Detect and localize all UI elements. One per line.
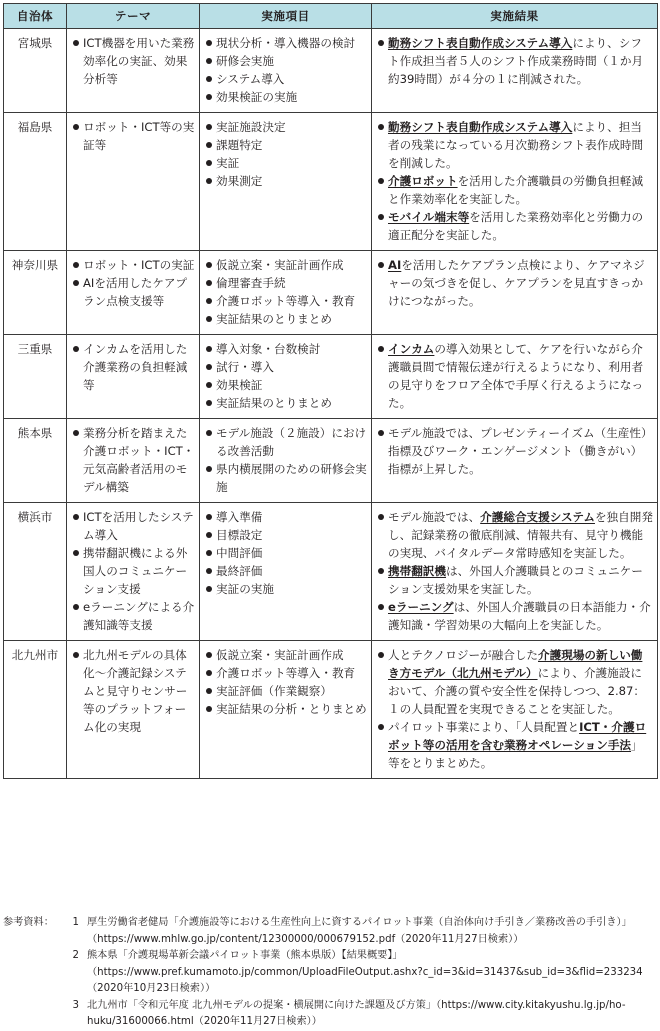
references: [3, 915, 657, 1031]
reference-number: 3: [72, 999, 79, 1011]
municipality-cell: 宮城県: [4, 29, 67, 113]
reference-item: [3, 948, 657, 998]
result-text: 人とテクノロジーが融合した: [388, 648, 539, 662]
implementation-item: 実証: [204, 154, 367, 172]
items-cell-list: [204, 256, 367, 328]
results-cell-list: [376, 424, 653, 478]
reference-text: 熊本県「介護現場革新会議パイロット事業（熊本県版）【結果概要】」（https://www.pref.kumamoto.jp/common/UploadFileOutput.ashx?c_id=3&id=31437&sub_id=3&flid=233234（2020年10月23日検索））: [87, 950, 643, 994]
result-text: は、外国人介護職員とのコミュニケーション支援効果を実証した。: [388, 564, 643, 596]
result-text: パイロット事業により、「人員配置と: [388, 720, 580, 734]
results-cell: [372, 113, 658, 251]
result-text: を活用した介護職員の労働負担軽減と作業効率化を実証した。: [388, 174, 644, 206]
result-item: [376, 598, 653, 634]
implementation-item: 導入準備: [204, 508, 367, 526]
theme-cell-list: [71, 340, 195, 394]
results-cell: [372, 419, 658, 503]
theme-cell: [67, 419, 200, 503]
reference-item: [3, 915, 657, 948]
reference-label: [3, 998, 63, 1031]
highlighted-term: AI: [388, 258, 402, 272]
highlighted-term: ICT・介護ロボット等の活用を含む業務オペレーション手法: [388, 720, 647, 752]
theme-item: 北九州モデルの具体化〜介護記録システムと見守りセンサー等のプラットフォーム化の実現: [71, 646, 195, 736]
result-item: [376, 34, 653, 88]
theme-item: 携帯翻訳機による外国人のコミュニケーション支援: [71, 544, 195, 598]
result-item: [376, 256, 653, 310]
municipality-cell: 三重県: [4, 335, 67, 419]
implementation-item: 課題特定: [204, 136, 367, 154]
table-row: [4, 29, 658, 113]
table-row: [4, 113, 658, 251]
implementation-item: 実証結果の分析・とりまとめ: [204, 700, 367, 718]
result-item: [376, 508, 653, 562]
theme-cell-list: [71, 256, 195, 310]
highlighted-term: 介護現場の新しい働き方モデル（北九州モデル）: [388, 648, 643, 680]
result-item: [376, 718, 653, 772]
theme-cell-list: [71, 34, 195, 88]
implementation-item: システム導入: [204, 70, 367, 88]
header-theme: テーマ: [67, 4, 200, 29]
items-cell: [200, 29, 372, 113]
theme-cell: [67, 113, 200, 251]
implementation-item: 介護ロボット等導入・教育: [204, 292, 367, 310]
result-item: [376, 424, 653, 478]
implementation-item: 導入対象・台数検討: [204, 340, 367, 358]
results-cell: [372, 251, 658, 335]
results-cell-list: [376, 508, 653, 634]
items-cell: [200, 503, 372, 641]
implementation-item: 効果検証: [204, 376, 367, 394]
items-cell-list: [204, 508, 367, 598]
results-cell-list: [376, 118, 653, 244]
results-cell-list: [376, 34, 653, 88]
items-cell: [200, 251, 372, 335]
highlighted-term: 勤務シフト表自動作成システム導入: [388, 120, 573, 134]
reference-label: 参考資料：: [3, 917, 54, 928]
reference-number: 2: [72, 950, 79, 961]
results-cell: [372, 29, 658, 113]
implementation-item: 効果検証の実施: [204, 88, 367, 106]
implementation-item: 研修会実施: [204, 52, 367, 70]
results-cell-list: [376, 256, 653, 310]
items-cell: [200, 419, 372, 503]
highlighted-term: モバイル端末等: [388, 210, 470, 224]
items-cell-list: [204, 340, 367, 412]
items-cell: [200, 641, 372, 779]
items-cell-list: [204, 118, 367, 190]
header-items: 実施項目: [200, 4, 372, 29]
reference-label: [3, 948, 63, 998]
result-text: の導入効果として、ケアを行いながら介護職員間で情報伝達が行えるようになり、利用者の見守りをフロア全体で手厚く行えるようになった。: [388, 342, 644, 410]
implementation-item: 仮説立案・実証計画作成: [204, 646, 367, 664]
implementation-item: 仮説立案・実証計画作成: [204, 256, 367, 274]
result-text: を独自開発し、記録業務の徹底削減、情報共有、見守り機能の実現、バイタルデータ常時感知を実証した。: [388, 510, 653, 560]
municipality-cell: 横浜市: [4, 503, 67, 641]
results-cell: [372, 335, 658, 419]
highlighted-term: 介護総合支援システム: [480, 510, 595, 524]
reference-number: 1: [72, 917, 79, 928]
results-cell-list: [376, 340, 653, 412]
implementation-item: 実証結果のとりまとめ: [204, 310, 367, 328]
implementation-item: 県内横展開のための研修会実施: [204, 460, 367, 496]
municipality-cell: 神奈川県: [4, 251, 67, 335]
implementation-item: 中間評価: [204, 544, 367, 562]
result-item: [376, 118, 653, 172]
theme-item: 業務分析を踏まえた介護ロボット・ICT・元気高齢者活用のモデル構築: [71, 424, 195, 496]
items-cell-list: [204, 646, 367, 718]
result-text: により、担当者の残業になっている月次勤務シフト表作成時間を削減した。: [388, 120, 644, 170]
implementation-item: 介護ロボット等導入・教育: [204, 664, 367, 682]
theme-cell: [67, 503, 200, 641]
table-row: [4, 641, 658, 779]
theme-cell: [67, 641, 200, 779]
highlighted-term: 勤務シフト表自動作成システム導入: [388, 36, 573, 50]
table-row: [4, 335, 658, 419]
implementation-item: 最終評価: [204, 562, 367, 580]
theme-item: eラーニングによる介護知識等支援: [71, 598, 195, 634]
table-row: [4, 503, 658, 641]
municipality-cell: 福島県: [4, 113, 67, 251]
result-item: [376, 562, 653, 598]
result-item: [376, 208, 653, 244]
table-header-row: [4, 4, 658, 29]
items-cell: [200, 113, 372, 251]
result-text: を活用した業務効率化と労働力の適正配分を実証した。: [388, 210, 644, 242]
implementation-item: モデル施設（２施設）における改善活動: [204, 424, 367, 460]
implementation-item: 目標設定: [204, 526, 367, 544]
implementation-item: 実証評価（作業観察）: [204, 682, 367, 700]
items-cell: [200, 335, 372, 419]
result-text: は、外国人介護職員の日本語能力・介護知識・学習効果の大幅向上を実証した。: [388, 600, 651, 632]
theme-cell-list: [71, 424, 195, 496]
highlighted-term: eラーニング: [388, 600, 454, 614]
theme-cell: [67, 251, 200, 335]
result-item: [376, 172, 653, 208]
result-text: により、シフト作成担当者５人のシフト作成業務時間（１か月約39時間）が４分の１に削減された。: [388, 36, 644, 86]
theme-item: ロボット・ICTの実証: [71, 256, 195, 274]
pilot-project-table: [3, 3, 658, 779]
items-cell-list: [204, 424, 367, 496]
implementation-item: 試行・導入: [204, 358, 367, 376]
theme-item: ICTを活用したシステム導入: [71, 508, 195, 544]
theme-item: ロボット・ICT等の実証等: [71, 118, 195, 154]
theme-item: インカムを活用した介護業務の負担軽減等: [71, 340, 195, 394]
highlighted-term: インカム: [388, 342, 435, 356]
reference-text: 北九州市「令和元年度 北九州モデルの提案・横展開に向けた課題及び方策」（https://www.city.kitakyushu.lg.jp/ho-huku/31600066.html（2020年11月27日検索））: [87, 999, 626, 1027]
theme-cell-list: [71, 508, 195, 634]
theme-cell-list: [71, 118, 195, 154]
implementation-item: 倫理審査手続: [204, 274, 367, 292]
items-cell-list: [204, 34, 367, 106]
theme-item: ICT機器を用いた業務効率化の実証、効果分析等: [71, 34, 195, 88]
implementation-item: 実証施設決定: [204, 118, 367, 136]
header-municipality: 自治体: [4, 4, 67, 29]
implementation-item: 実証の実施: [204, 580, 367, 598]
theme-cell-list: [71, 646, 195, 736]
municipality-cell: 熊本県: [4, 419, 67, 503]
result-text: モデル施設では、: [388, 510, 481, 524]
result-text: により、介護施設において、介護の質や安全性を保持しつつ、2.87：１の人員配置を実現できることを実証した。: [388, 666, 645, 716]
highlighted-term: 介護ロボット: [388, 174, 458, 188]
result-text: モデル施設では、プレゼンティーイズム（生産性）指標及びワーク・エンゲージメント（働きがい）指標が上昇した。: [388, 426, 653, 476]
results-cell: [372, 503, 658, 641]
implementation-item: 現状分析・導入機器の検討: [204, 34, 367, 52]
results-cell: [372, 641, 658, 779]
implementation-item: 効果測定: [204, 172, 367, 190]
reference-text: 厚生労働省老健局「介護施設等における生産性向上に資するパイロット事業（自治体向け手引き／業務改善の手引き）」（https://www.mhlw.go.jp/content/12300000/000679152.pdf（2020年11月27日検索））: [87, 917, 632, 945]
reference-item: [3, 998, 657, 1031]
implementation-item: 実証結果のとりまとめ: [204, 394, 367, 412]
results-cell-list: [376, 646, 653, 772]
result-text: 」等をとりまとめた。: [388, 738, 643, 770]
highlighted-term: 携帯翻訳機: [388, 564, 446, 578]
table-row: [4, 419, 658, 503]
header-results: 実施結果: [372, 4, 658, 29]
table-row: [4, 251, 658, 335]
theme-item: AIを活用したケアプラン点検支援等: [71, 274, 195, 310]
result-item: [376, 646, 653, 718]
municipality-cell: 北九州市: [4, 641, 67, 779]
theme-cell: [67, 29, 200, 113]
theme-cell: [67, 335, 200, 419]
result-text: を活用したケアプラン点検により、ケアマネジャーの気づきを促し、ケアプランを見直すきっかけにつながった。: [388, 258, 645, 308]
result-item: [376, 340, 653, 412]
